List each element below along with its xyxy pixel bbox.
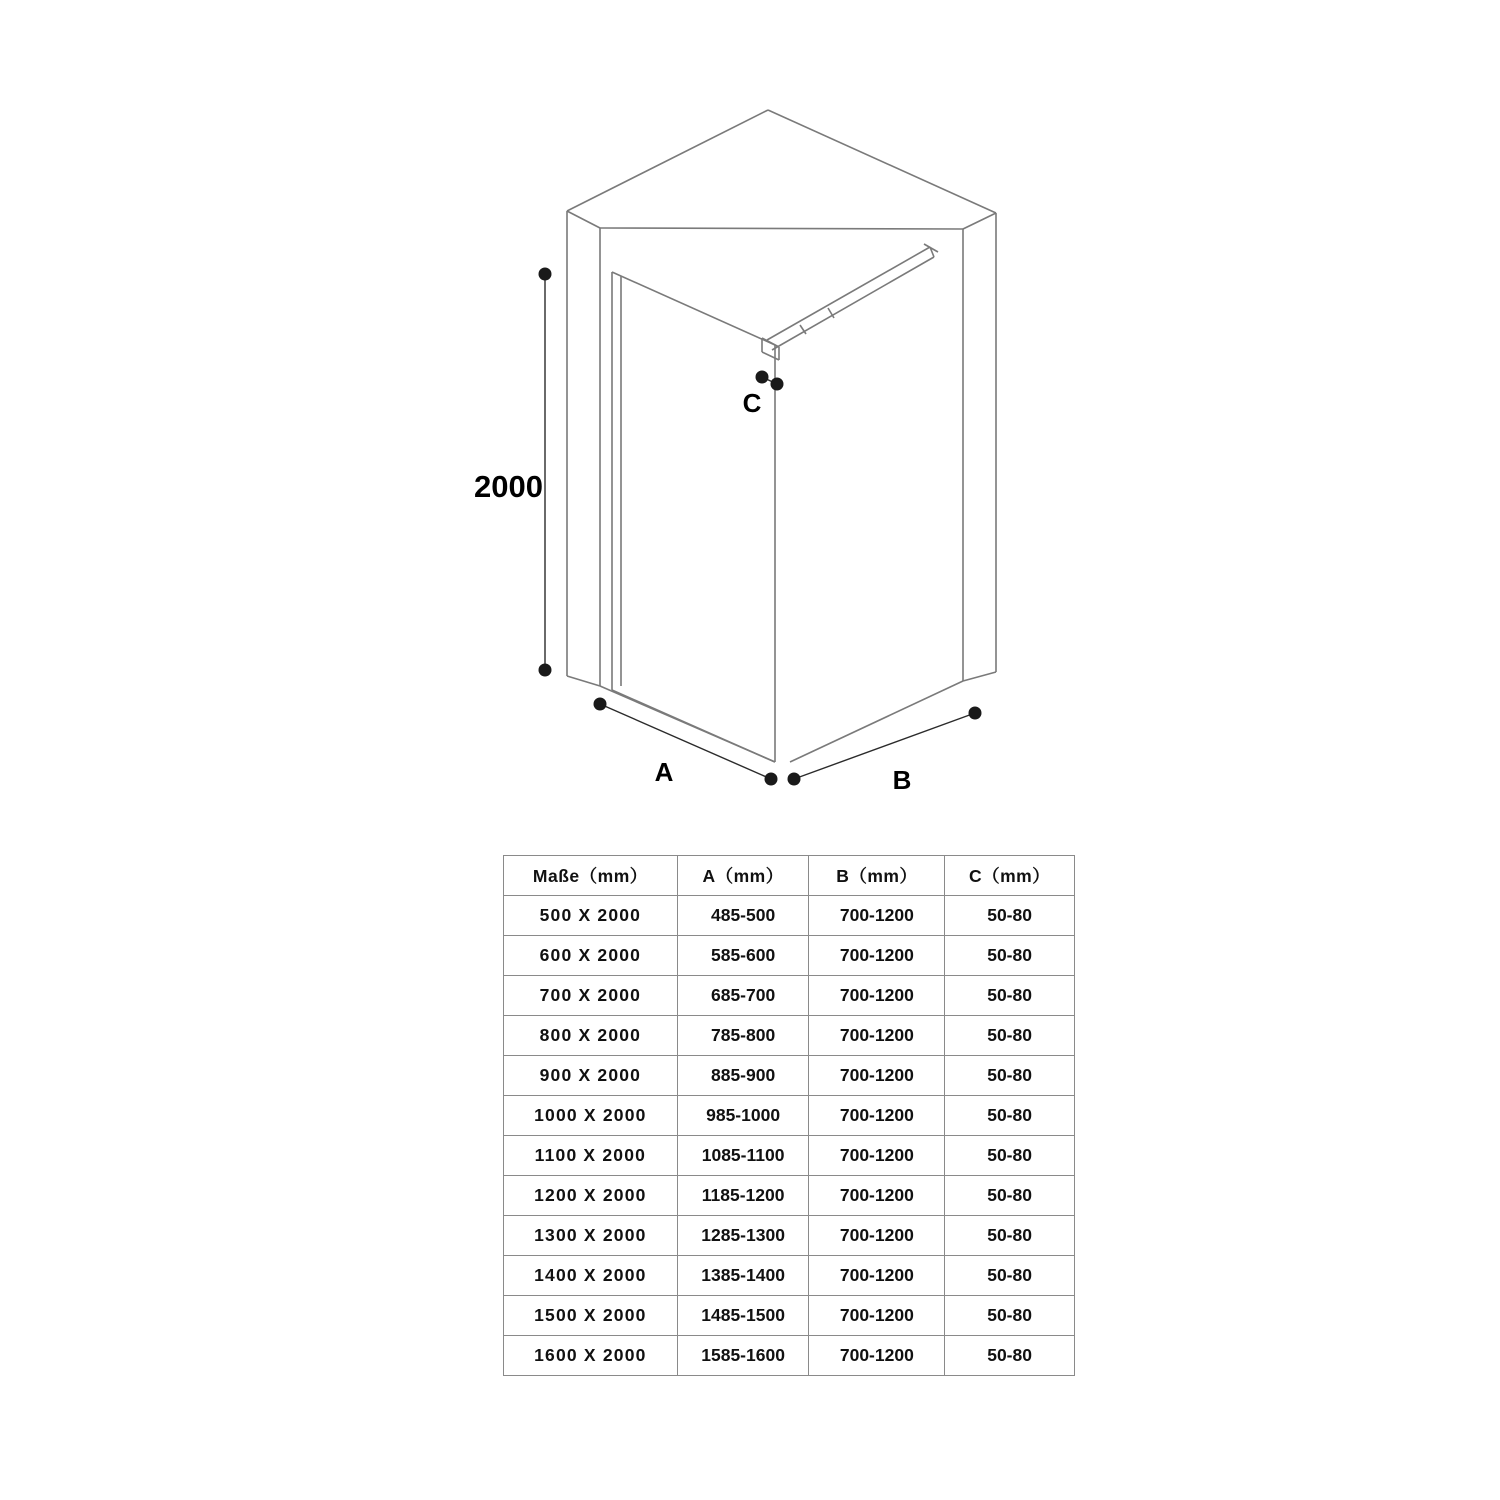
table-row bbox=[504, 1256, 1075, 1296]
cell-a: 585-600 bbox=[677, 936, 809, 976]
specification-table bbox=[503, 855, 1075, 1376]
table-row bbox=[504, 1336, 1075, 1376]
cell-size: 1200 X 2000 bbox=[504, 1176, 678, 1216]
label-b: B bbox=[892, 765, 912, 795]
cell-a: 1385-1400 bbox=[677, 1256, 809, 1296]
cell-a: 885-900 bbox=[677, 1056, 809, 1096]
cell-size: 600 X 2000 bbox=[504, 936, 678, 976]
dimension-b bbox=[794, 713, 975, 779]
cell-b: 700-1200 bbox=[809, 1016, 945, 1056]
cell-b: 700-1200 bbox=[809, 1096, 945, 1136]
cell-size: 1000 X 2000 bbox=[504, 1096, 678, 1136]
cell-size: 800 X 2000 bbox=[504, 1016, 678, 1056]
cell-b: 700-1200 bbox=[809, 936, 945, 976]
header-a: A（mm） bbox=[677, 856, 809, 896]
cell-c: 50-80 bbox=[945, 936, 1075, 976]
table-row bbox=[504, 1016, 1075, 1056]
wall-outline bbox=[567, 110, 996, 762]
dimension-dot bbox=[539, 664, 552, 677]
label-a: A bbox=[654, 757, 674, 787]
support-bar bbox=[762, 244, 938, 360]
dimension-dot bbox=[756, 371, 769, 384]
cell-a: 1585-1600 bbox=[677, 1336, 809, 1376]
cell-c: 50-80 bbox=[945, 1296, 1075, 1336]
cell-b: 700-1200 bbox=[809, 1256, 945, 1296]
cell-size: 1300 X 2000 bbox=[504, 1216, 678, 1256]
cell-c: 50-80 bbox=[945, 1256, 1075, 1296]
dimension-dot bbox=[969, 707, 982, 720]
table-row bbox=[504, 896, 1075, 936]
height-label: 2000 bbox=[474, 469, 543, 504]
cell-a: 685-700 bbox=[677, 976, 809, 1016]
cell-size: 1500 X 2000 bbox=[504, 1296, 678, 1336]
table-row bbox=[504, 1216, 1075, 1256]
cell-size: 1600 X 2000 bbox=[504, 1336, 678, 1376]
label-c: C bbox=[742, 388, 762, 418]
cell-a: 1185-1200 bbox=[677, 1176, 809, 1216]
cell-c: 50-80 bbox=[945, 1216, 1075, 1256]
cell-a: 785-800 bbox=[677, 1016, 809, 1056]
dimension-dot bbox=[765, 773, 778, 786]
cell-a: 1285-1300 bbox=[677, 1216, 809, 1256]
table-row bbox=[504, 1096, 1075, 1136]
cell-b: 700-1200 bbox=[809, 1136, 945, 1176]
cell-b: 700-1200 bbox=[809, 1296, 945, 1336]
dimension-dot bbox=[788, 773, 801, 786]
cell-a: 1085-1100 bbox=[677, 1136, 809, 1176]
cell-size: 700 X 2000 bbox=[504, 976, 678, 1016]
table-row bbox=[504, 1296, 1075, 1336]
cell-b: 700-1200 bbox=[809, 1056, 945, 1096]
cell-a: 485-500 bbox=[677, 896, 809, 936]
cell-b: 700-1200 bbox=[809, 976, 945, 1016]
dimension-dot bbox=[539, 268, 552, 281]
cell-c: 50-80 bbox=[945, 1016, 1075, 1056]
cell-b: 700-1200 bbox=[809, 1216, 945, 1256]
cell-b: 700-1200 bbox=[809, 896, 945, 936]
cell-c: 50-80 bbox=[945, 1336, 1075, 1376]
specification-table-wrapper bbox=[503, 855, 1075, 1376]
cell-c: 50-80 bbox=[945, 1176, 1075, 1216]
table-row bbox=[504, 1056, 1075, 1096]
table-row bbox=[504, 976, 1075, 1016]
cell-b: 700-1200 bbox=[809, 1176, 945, 1216]
header-b: B（mm） bbox=[809, 856, 945, 896]
header-c: C（mm） bbox=[945, 856, 1075, 896]
dimension-dot bbox=[771, 378, 784, 391]
glass-panel bbox=[612, 272, 775, 762]
dimension-dot bbox=[594, 698, 607, 711]
cell-c: 50-80 bbox=[945, 1096, 1075, 1136]
cell-a: 985-1000 bbox=[677, 1096, 809, 1136]
cell-size: 900 X 2000 bbox=[504, 1056, 678, 1096]
cell-size: 1100 X 2000 bbox=[504, 1136, 678, 1176]
table-header-row bbox=[504, 856, 1075, 896]
table-row bbox=[504, 1136, 1075, 1176]
cell-size: 500 X 2000 bbox=[504, 896, 678, 936]
cell-size: 1400 X 2000 bbox=[504, 1256, 678, 1296]
table-row bbox=[504, 936, 1075, 976]
header-masse: Maße（mm） bbox=[504, 856, 678, 896]
cell-a: 1485-1500 bbox=[677, 1296, 809, 1336]
cell-c: 50-80 bbox=[945, 976, 1075, 1016]
dimension-a bbox=[600, 704, 771, 779]
cell-c: 50-80 bbox=[945, 896, 1075, 936]
table-row bbox=[504, 1176, 1075, 1216]
cell-c: 50-80 bbox=[945, 1136, 1075, 1176]
cell-c: 50-80 bbox=[945, 1056, 1075, 1096]
cell-b: 700-1200 bbox=[809, 1336, 945, 1376]
